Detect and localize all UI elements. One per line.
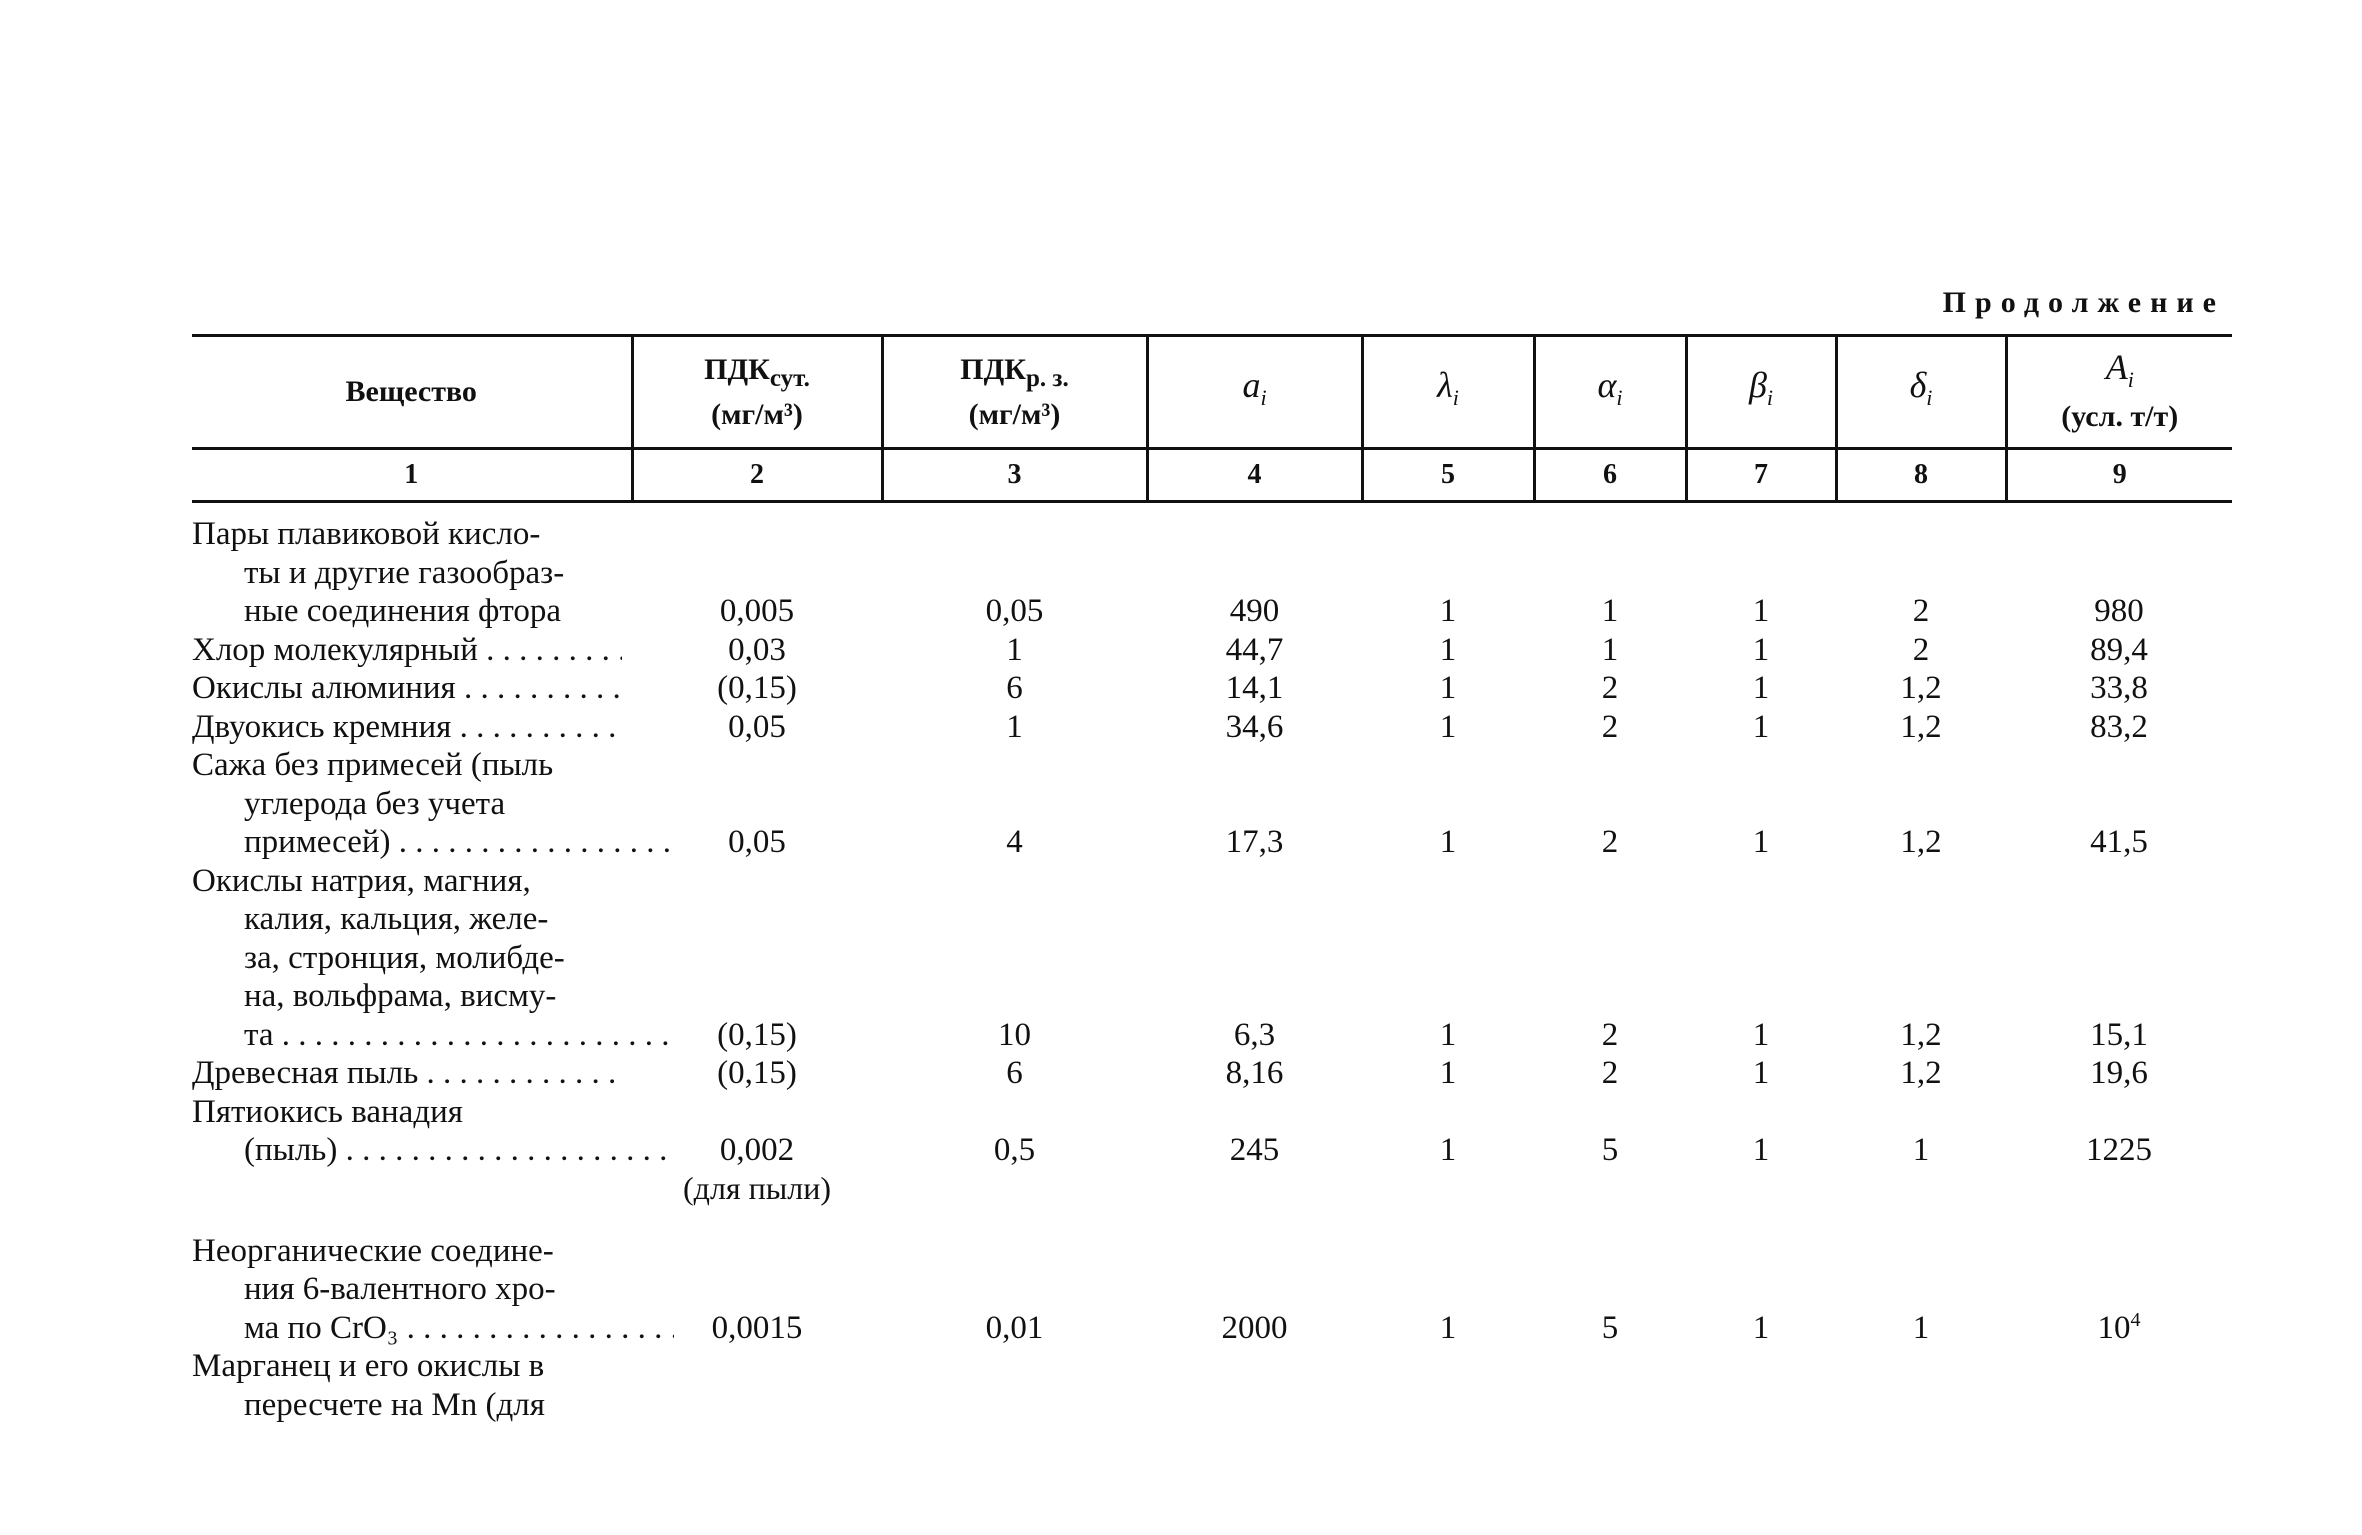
symbol-beta-sub: i bbox=[1766, 385, 1774, 411]
data-table-wrapper bbox=[192, 334, 2232, 1424]
lambda-cell: 1 bbox=[1439, 593, 1457, 629]
pdk-rz-cell: 1 bbox=[1006, 631, 1023, 668]
name-line: Двуокись кремния . . . bbox=[192, 708, 622, 747]
a-cell: 2000 bbox=[1221, 1309, 1288, 1346]
a-cell: 17,3 bbox=[1225, 824, 1284, 860]
continuation-label: Продолжение bbox=[1942, 286, 2225, 319]
substance-name bbox=[192, 502, 632, 631]
pdk-sut-cell: 0,005 bbox=[719, 593, 795, 629]
col-number: 6 bbox=[1534, 449, 1686, 502]
name-line: примесей) . . . bbox=[192, 823, 674, 862]
substance-name bbox=[192, 1232, 632, 1348]
name-line: Окислы натрия, магния, bbox=[192, 862, 531, 899]
A-cell: 89,4 bbox=[2090, 631, 2148, 668]
pdk-rz-cell: 0,01 bbox=[985, 1309, 1044, 1346]
pdk-rz-cell: 4 bbox=[1006, 824, 1023, 860]
a-cell: 245 bbox=[1229, 1131, 1280, 1168]
beta-cell: 1 bbox=[1752, 631, 1770, 668]
A-cell bbox=[2006, 1232, 2232, 1348]
header-lambda bbox=[1362, 336, 1534, 449]
symbol-A-sub: i bbox=[2127, 367, 2134, 393]
name-line: Пары плавиковой кисло- bbox=[192, 516, 541, 552]
symbol-lambda-text: λ bbox=[1437, 365, 1453, 406]
col-number: 2 bbox=[632, 449, 882, 502]
alpha-cell: 1 bbox=[1601, 593, 1619, 629]
header-substance-text: Вещество bbox=[345, 375, 477, 408]
symbol-lambda-sub: i bbox=[1452, 385, 1459, 411]
name-line: Неорганические соедине- bbox=[192, 1232, 554, 1269]
beta-cell: 1 bbox=[1752, 824, 1770, 860]
substance-name bbox=[192, 746, 632, 862]
symbol-a-text: a bbox=[1242, 365, 1261, 406]
table-row bbox=[192, 669, 2232, 708]
header-beta bbox=[1686, 336, 1836, 449]
pdk-rz-cell: 6 bbox=[1006, 670, 1023, 706]
lambda-cell: 1 bbox=[1439, 708, 1457, 745]
pdk-sut-cell: 0,0015 bbox=[711, 1309, 803, 1346]
pdk-rz-cell: 0,05 bbox=[985, 593, 1044, 629]
name-line: Пятиокись ванадия bbox=[192, 1093, 463, 1130]
beta-cell: 1 bbox=[1752, 1131, 1770, 1168]
name-line: пересчете на Mn (для bbox=[244, 1386, 545, 1423]
A-cell: 83,2 bbox=[2090, 708, 2148, 745]
col-number: 4 bbox=[1147, 449, 1362, 502]
name-line: калия, кальция, желе- bbox=[244, 901, 549, 937]
row-spacer-cell bbox=[192, 1208, 2232, 1232]
symbol-A-text: A bbox=[2105, 347, 2128, 388]
pdk-sut-cell: 0,03 bbox=[728, 631, 786, 668]
symbol-beta bbox=[1748, 365, 1774, 411]
pdk-rz-unit: (мг/м³) bbox=[968, 397, 1061, 431]
name-line: на, вольфрама, висму- bbox=[244, 978, 557, 1014]
A-cell: 15,1 bbox=[2090, 1016, 2148, 1053]
col-number: 5 bbox=[1362, 449, 1534, 502]
substance-name bbox=[192, 631, 632, 670]
table-row bbox=[192, 746, 2232, 862]
pdk-sut-text: ПДК bbox=[704, 352, 770, 386]
a-cell: 6,3 bbox=[1233, 1016, 1276, 1053]
alpha-cell: 2 bbox=[1601, 1016, 1619, 1053]
header-delta bbox=[1836, 336, 2006, 449]
beta-cell: 1 bbox=[1752, 1016, 1770, 1053]
alpha-cell: 2 bbox=[1601, 708, 1619, 745]
pdk-rz-subscript: р. з. bbox=[1026, 364, 1069, 392]
header-alpha bbox=[1534, 336, 1686, 449]
pdk-sut-unit: (мг/м³) bbox=[711, 397, 803, 431]
symbol-alpha-sub: i bbox=[1616, 385, 1623, 411]
symbol-a-sub: i bbox=[1260, 385, 1267, 411]
symbol-lambda bbox=[1437, 365, 1459, 411]
pdk-sut-cell: 0,05 bbox=[728, 824, 786, 860]
symbol-beta-text: β bbox=[1748, 365, 1767, 406]
pdk-sut-cell: (0,15) bbox=[717, 1055, 797, 1091]
col-number: 7 bbox=[1686, 449, 1836, 502]
table-row bbox=[192, 1347, 2232, 1424]
header-row bbox=[192, 336, 2232, 449]
lambda-cell: 1 bbox=[1439, 1131, 1457, 1168]
pdk-sut-subscript: сут. bbox=[769, 364, 810, 392]
symbol-a bbox=[1242, 365, 1267, 411]
symbol-delta bbox=[1909, 365, 1933, 411]
name-line: Хлор молекулярный . . . bbox=[192, 631, 622, 670]
delta-cell: 1,2 bbox=[1900, 708, 1942, 745]
A-cell: 33,8 bbox=[2090, 670, 2148, 706]
name-line: (пыль) . . . bbox=[192, 1131, 674, 1170]
table-row bbox=[192, 631, 2232, 670]
a-cell: 44,7 bbox=[1225, 631, 1284, 668]
alpha-cell: 2 bbox=[1601, 1055, 1619, 1091]
pdk-rz-cell: 0,5 bbox=[993, 1131, 1036, 1168]
delta-cell: 1,2 bbox=[1900, 1016, 1942, 1053]
a-cell: 490 bbox=[1229, 593, 1280, 629]
symbol-alpha-text: α bbox=[1597, 365, 1617, 406]
alpha-cell: 5 bbox=[1601, 1309, 1619, 1346]
column-number-row bbox=[192, 449, 2232, 502]
name-line: за, стронция, молибде- bbox=[244, 939, 565, 976]
name-line: ные соединения фтора bbox=[244, 593, 562, 629]
beta-cell: 1 bbox=[1752, 593, 1770, 629]
delta-cell: 1,2 bbox=[1900, 1055, 1942, 1091]
name-line: Марганец и его окислы в bbox=[192, 1348, 545, 1384]
a-cell: 14,1 bbox=[1225, 670, 1284, 706]
header-a bbox=[1147, 336, 1362, 449]
beta-cell: 1 bbox=[1752, 1309, 1770, 1346]
col-number: 8 bbox=[1836, 449, 2006, 502]
table-row bbox=[192, 502, 2232, 631]
header-A bbox=[2006, 336, 2232, 449]
substance-table bbox=[192, 334, 2232, 1424]
name-line: Окислы алюминия . . . bbox=[192, 669, 622, 708]
name-line: та . . . bbox=[192, 1016, 674, 1055]
alpha-cell: 2 bbox=[1601, 670, 1619, 706]
pdk-sut-cell: (0,15) bbox=[717, 670, 797, 706]
delta-cell: 1 bbox=[1912, 1131, 1930, 1168]
pdk-rz-cell: 10 bbox=[998, 1016, 1031, 1053]
delta-cell: 1 bbox=[1912, 1309, 1930, 1346]
pdk-sut-cell: (0,15) bbox=[717, 1016, 797, 1053]
pdk-sut-note: (для пыли) bbox=[683, 1170, 831, 1206]
a-cell: 8,16 bbox=[1225, 1055, 1284, 1091]
beta-cell: 1 bbox=[1752, 708, 1770, 745]
alpha-cell: 2 bbox=[1601, 824, 1619, 860]
row-spacer bbox=[192, 1208, 2232, 1232]
A-exponent: 4 bbox=[2130, 1308, 2141, 1331]
name-line: Древесная пыль . . . bbox=[192, 1054, 622, 1093]
header-pdk-sut-label bbox=[704, 352, 810, 392]
delta-cell: 1,2 bbox=[1900, 824, 1942, 860]
lambda-cell: 1 bbox=[1439, 631, 1457, 668]
name-line: ния 6-валентного хро- bbox=[244, 1271, 556, 1307]
pdk-rz-cell: 1 bbox=[1006, 708, 1023, 745]
pdk-sut-value: 0,002 bbox=[719, 1131, 795, 1168]
substance-name bbox=[192, 1093, 632, 1208]
lambda-cell: 1 bbox=[1439, 1309, 1457, 1346]
substance-name bbox=[192, 669, 632, 708]
alpha-cell: 1 bbox=[1601, 631, 1619, 668]
symbol-delta-sub: i bbox=[1926, 385, 1933, 411]
lambda-cell: 1 bbox=[1439, 670, 1457, 706]
name-line: ты и другие газообраз- bbox=[244, 554, 565, 591]
col-number: 3 bbox=[882, 449, 1147, 502]
pdk-sut-cell: 0,05 bbox=[728, 708, 786, 745]
beta-cell: 1 bbox=[1752, 670, 1770, 706]
header-pdk-sut bbox=[632, 336, 882, 449]
table-row bbox=[192, 708, 2232, 747]
lambda-cell: 1 bbox=[1439, 1016, 1457, 1053]
name-line: ма по CrO₃ . . . bbox=[192, 1309, 674, 1348]
A-cell: 19,6 bbox=[2090, 1055, 2148, 1091]
A-cell: 980 bbox=[2094, 593, 2144, 629]
substance-name bbox=[192, 1054, 632, 1093]
delta-cell: 2 bbox=[1912, 631, 1930, 668]
pdk-rz-text: ПДК bbox=[960, 352, 1027, 386]
delta-cell: 1,2 bbox=[1900, 670, 1942, 706]
substance-name bbox=[192, 708, 632, 747]
symbol-A bbox=[2105, 347, 2134, 393]
name-line: углерода без учета bbox=[244, 785, 506, 822]
table-row bbox=[192, 862, 2232, 1055]
A-cell: 41,5 bbox=[2090, 824, 2148, 860]
lambda-cell: 1 bbox=[1439, 1055, 1457, 1091]
A-unit: (усл. т/т) bbox=[2061, 399, 2179, 433]
empty-cells bbox=[632, 1347, 2232, 1424]
pdk-rz-cell: 6 bbox=[1006, 1055, 1023, 1091]
substance-name bbox=[192, 1347, 632, 1424]
alpha-cell: 5 bbox=[1601, 1131, 1619, 1168]
col-number: 9 bbox=[2006, 449, 2232, 502]
table-row bbox=[192, 1054, 2232, 1093]
lambda-cell: 1 bbox=[1439, 824, 1457, 860]
A-value: 10 bbox=[2097, 1309, 2131, 1346]
delta-cell: 2 bbox=[1912, 593, 1930, 629]
name-line: Сажа без примесей (пыль bbox=[192, 747, 554, 783]
header-substance bbox=[192, 336, 632, 449]
symbol-delta-text: δ bbox=[1909, 365, 1927, 406]
header-pdk-rz-label bbox=[960, 352, 1069, 392]
header-pdk-rz bbox=[882, 336, 1147, 449]
substance-name bbox=[192, 862, 632, 1055]
symbol-alpha bbox=[1597, 365, 1623, 411]
table-row bbox=[192, 1093, 2232, 1208]
col-number: 1 bbox=[192, 449, 632, 502]
a-cell: 34,6 bbox=[1225, 708, 1284, 745]
table-row bbox=[192, 1232, 2232, 1348]
A-cell: 1225 bbox=[2086, 1131, 2152, 1168]
beta-cell: 1 bbox=[1752, 1055, 1770, 1091]
